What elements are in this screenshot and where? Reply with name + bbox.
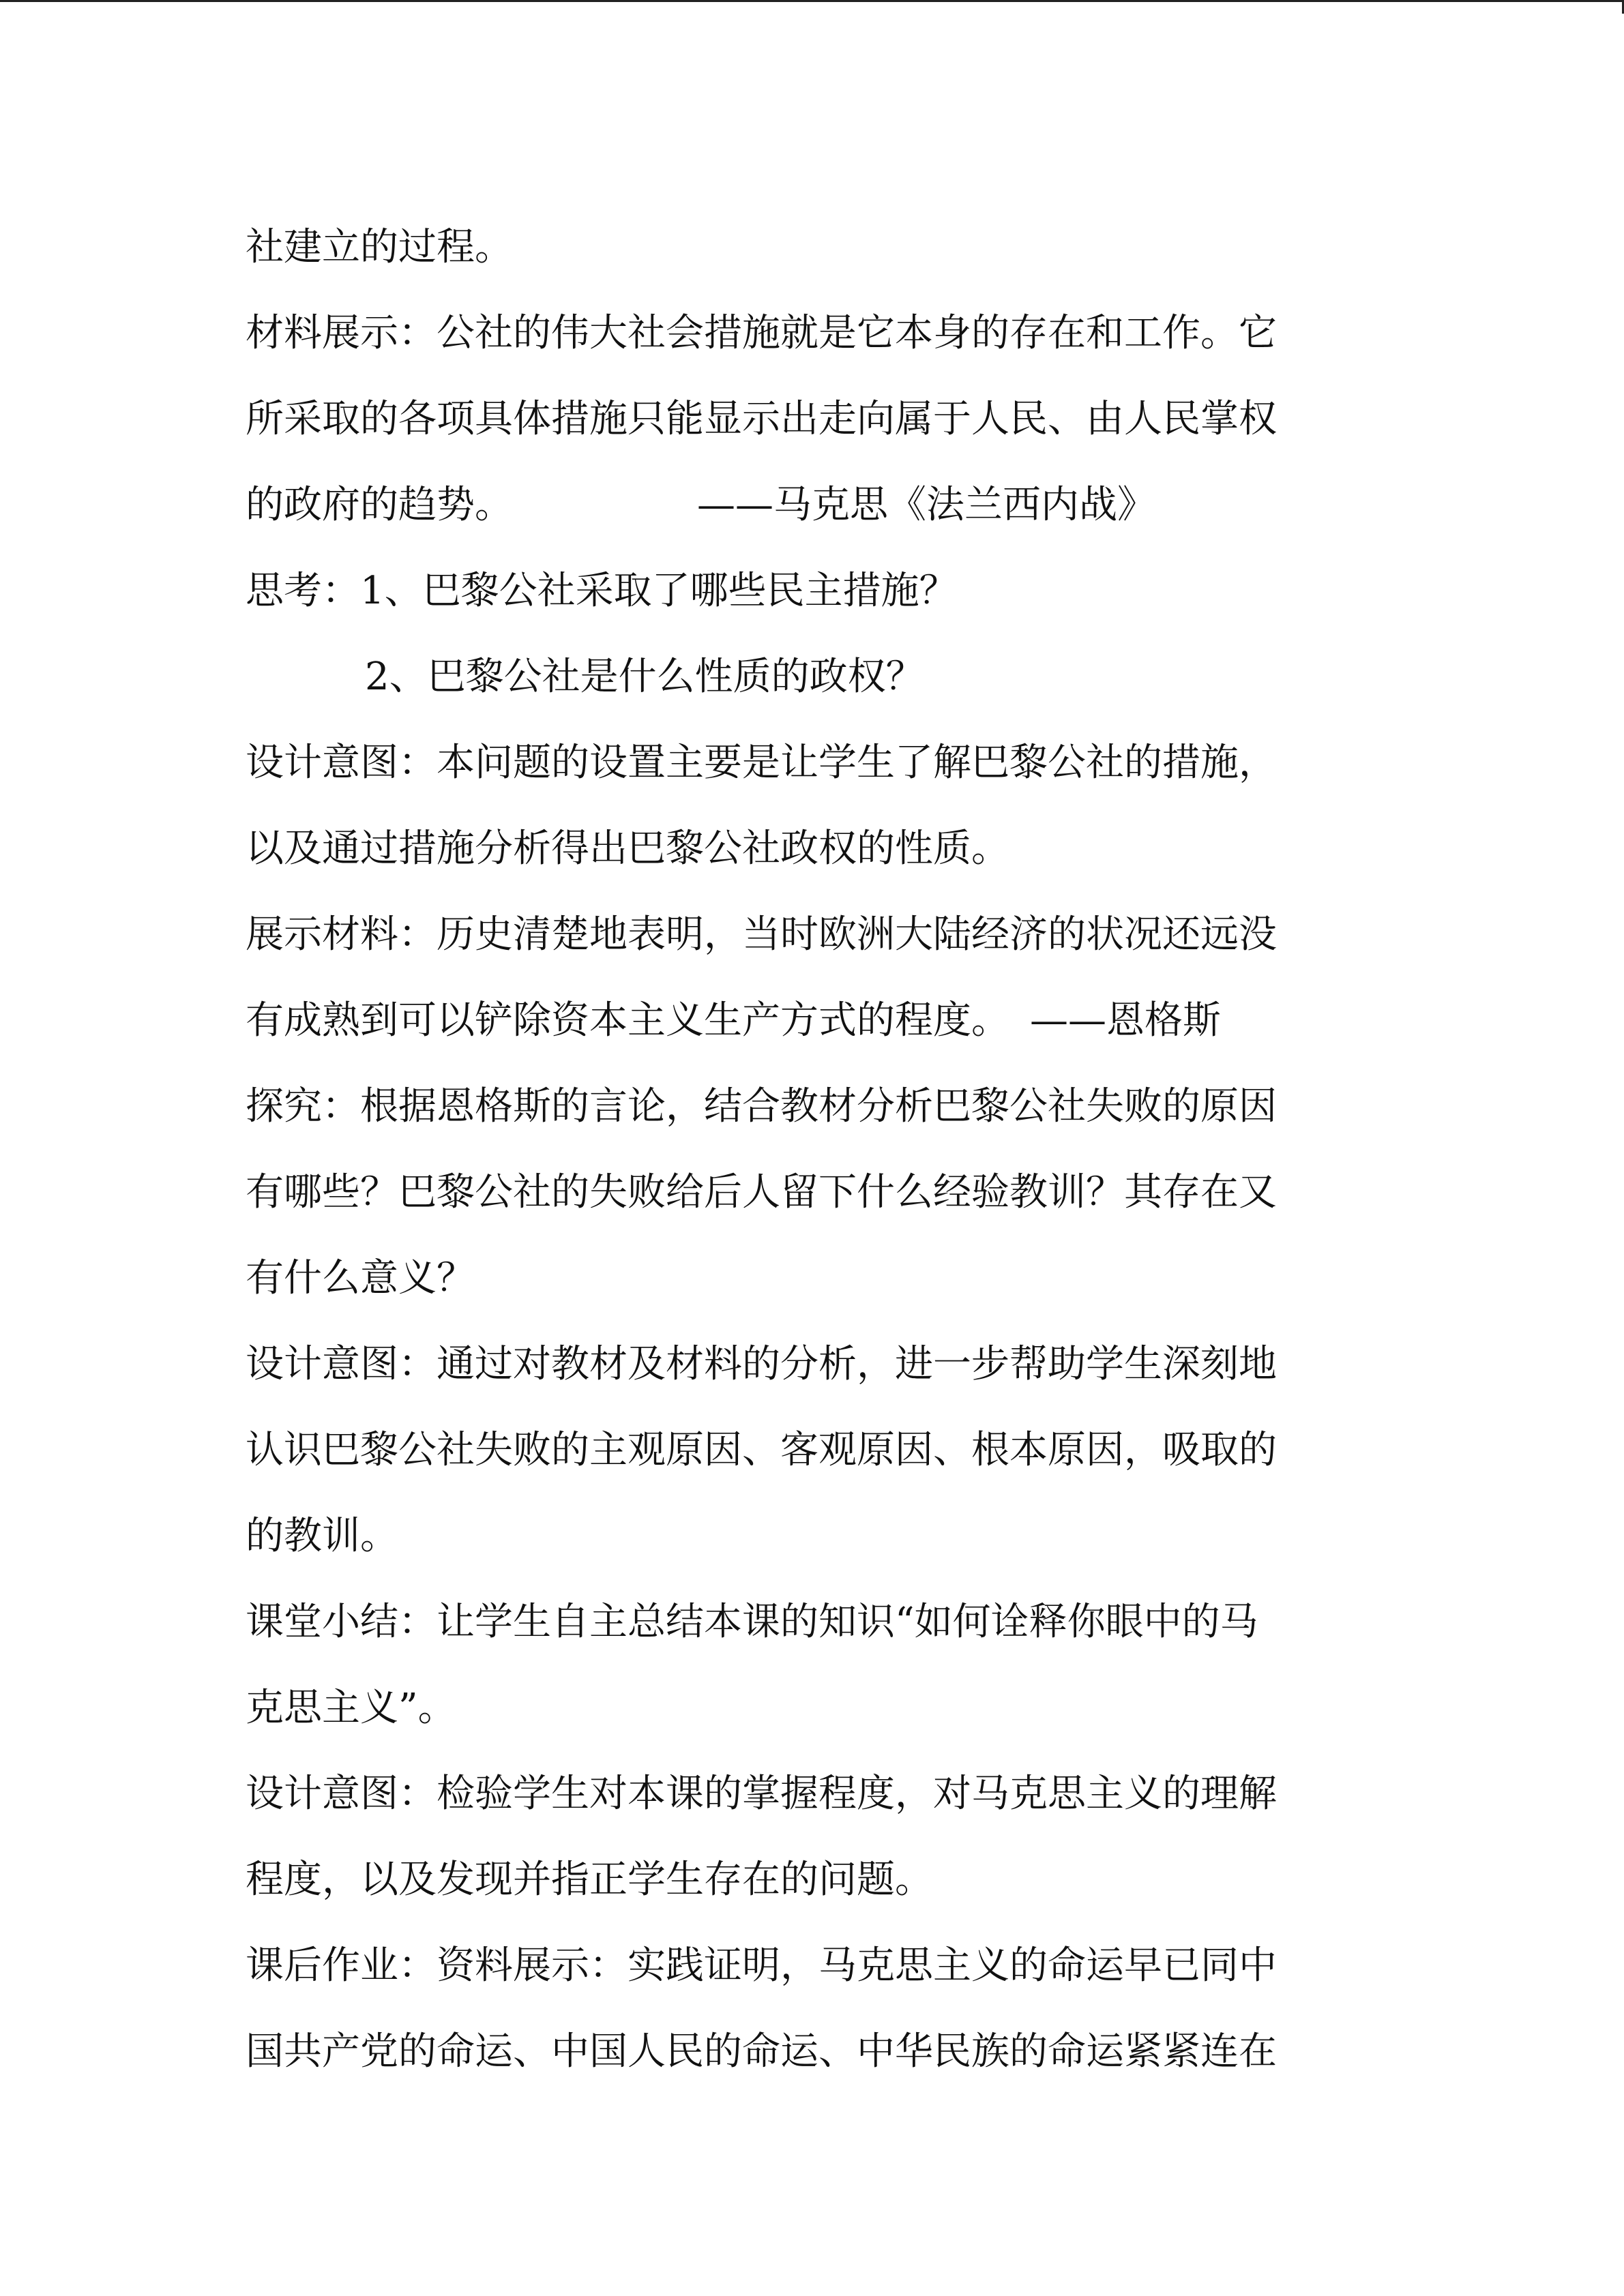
text-line: 设计意图：通过对教材及材料的分析，进一步帮助学生深刻地	[246, 1342, 1277, 1386]
text-line: 有哪些？巴黎公社的失败给后人留下什么经验教训？其存在又	[246, 1170, 1277, 1214]
text-line: 认识巴黎公社失败的主观原因、客观原因、根本原因，吸取的	[246, 1428, 1277, 1472]
text-line: 社建立的过程。	[246, 225, 513, 269]
text-line: 设计意图：检验学生对本课的掌握程度，对马克思主义的理解	[246, 1772, 1277, 1816]
text-segment: 的政府的趋势。	[246, 483, 513, 527]
text-line: 课堂小结：让学生自主总结本课的知识“如何诠释你眼中的马	[246, 1600, 1258, 1644]
text-line: 所采取的各项具体措施只能显示出走向属于人民、由人民掌权	[246, 397, 1277, 441]
text-line: 思考：1、巴黎公社采取了哪些民主措施？	[246, 569, 958, 613]
text-line: 国共产党的命运、中国人民的命运、中华民族的命运紧紧连在	[246, 2029, 1277, 2074]
text-line: 课后作业：资料展示：实践证明，马克思主义的命运早已同中	[246, 1943, 1277, 1988]
page-top-border	[0, 0, 1624, 2]
text-line: 以及通过措施分析得出巴黎公社政权的性质。	[246, 826, 1009, 871]
text-line: 有什么意义？	[246, 1256, 475, 1300]
text-line-with-citation	[246, 978, 1419, 1064]
text-line: 克思主义”。	[246, 1686, 456, 1730]
document-body	[246, 205, 1419, 2095]
text-line: 展示材料：历史清楚地表明，当时欧洲大陆经济的状况还远没	[246, 912, 1277, 957]
engels-citation: ——恩格斯	[1030, 998, 1221, 1043]
text-line: 材料展示：公社的伟大社会措施就是它本身的存在和工作。它	[246, 311, 1277, 355]
text-line: 的教训。	[246, 1514, 398, 1558]
text-line: 设计意图：本问题的设置主要是让学生了解巴黎公社的措施，	[246, 741, 1277, 785]
text-segment: 有成熟到可以铲除资本主义生产方式的程度。	[246, 998, 1009, 1043]
text-line-with-citation	[246, 462, 1419, 548]
text-line-indented: 2、巴黎公社是什么性质的政权？	[365, 655, 924, 699]
marx-citation: ——马克思《法兰西内战》	[697, 483, 1155, 527]
text-line: 程度，以及发现并指正学生存在的问题。	[246, 1858, 933, 1902]
text-line: 探究：根据恩格斯的言论，结合教材分析巴黎公社失败的原因	[246, 1084, 1277, 1129]
